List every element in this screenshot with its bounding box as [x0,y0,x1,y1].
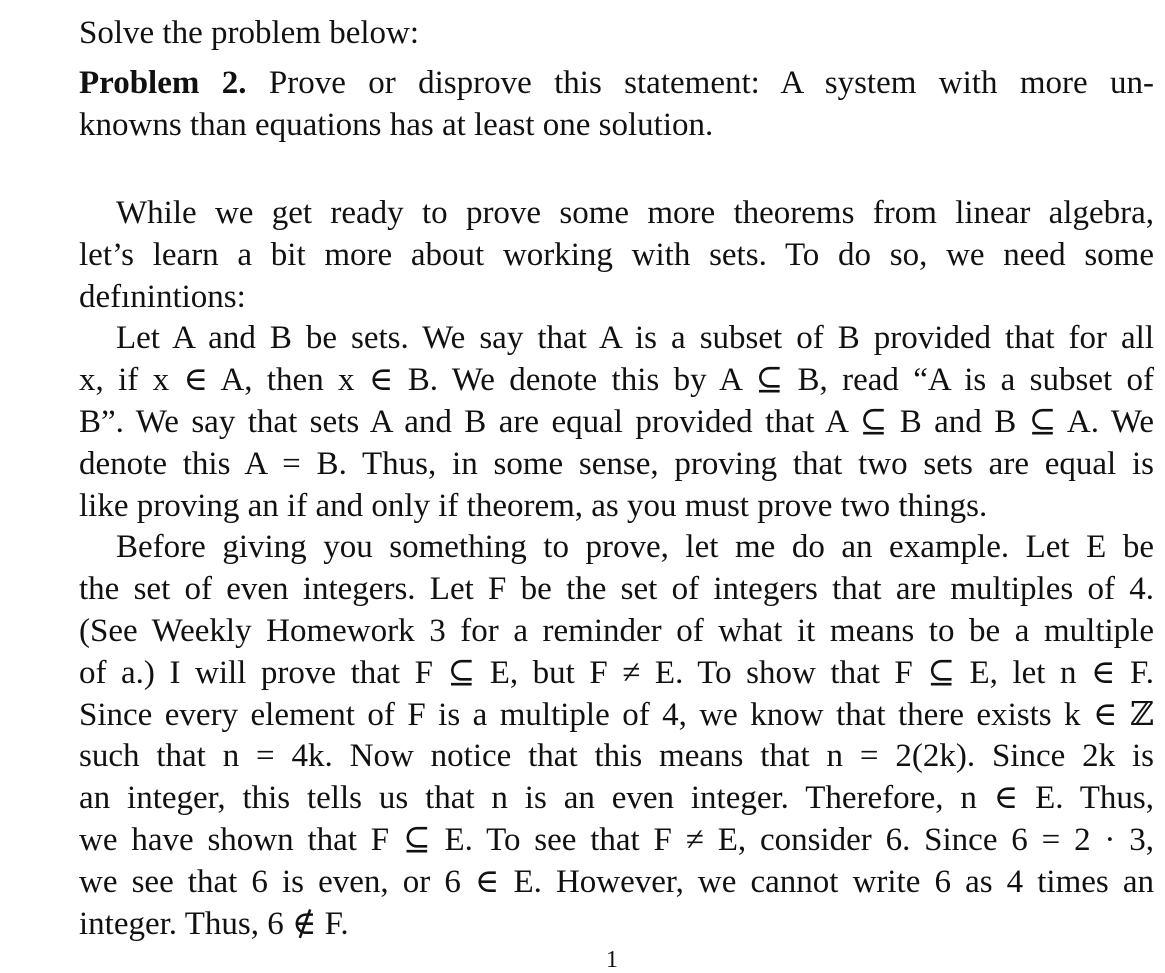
paragraph-line: B”. We say that sets A and B are equal provided that A ⊆ B and B ⊆ A. We [79,403,1154,440]
paragraph-line: Let A and B be sets. We say that A is a subset of B provided that for all [116,320,1154,357]
paragraph-line: let’s learn a bit more about working with sets. To do so, we need some [79,236,1154,273]
paragraph-line: the set of even integers. Let F be the set of integers that are multiples of 4. [79,571,1154,608]
paragraph-line: x, if x ∈ A, then x ∈ B. We denote this by A ⊆ B, read “A is a subset of [79,362,1154,399]
paragraph-line: we see that 6 is even, or 6 ∈ E. However, we cannot write 6 as 4 times an [79,863,1154,900]
problem-label: Problem 2. [79,65,247,101]
problem-statement [79,63,1154,147]
paragraph-line: we have shown that F ⊆ E. To see that F ≠ E, consider 6. Since 6 = 2 · 3, [79,821,1154,858]
body-text [79,193,1154,945]
paragraph-line: Before giving you something to prove, let me do an example. Let E be [116,529,1154,566]
paragraph-line: Since every element of F is a multiple of 4, we know that there exists k ∈ ℤ [79,696,1154,733]
problem-line-1 [79,63,1154,105]
page-number: 1 [606,947,618,973]
paragraph-line: like proving an if and only if theorem, as you must prove two things. [79,487,988,524]
paragraph-line: denote this A = B. Thus, in some sense, proving that two sets are equal is [79,445,1154,482]
paragraph-line: integer. Thus, 6 ∉ F. [79,905,349,942]
paragraph-line: While we get ready to prove some more theorems from linear algebra, [116,195,1154,231]
problem-line-2: knowns than equations has at least one solution. [79,106,714,143]
paragraph-line: (See Weekly Homework 3 for a reminder of what it means to be a multiple [79,612,1154,649]
prompt-text: Solve the problem below: [79,15,420,51]
paragraph-line: defınintions: [79,278,246,315]
paragraph-line: of a.) I will prove that F ⊆ E, but F ≠ E. To show that F ⊆ E, let n ∈ F. [79,654,1154,691]
paragraph-line: such that n = 4k. Now notice that this means that n = 2(2k). Since 2k is [79,738,1154,775]
paragraph-line: an integer, this tells us that n is an even integer. Therefore, n ∈ E. Thus, [79,780,1154,817]
problem-text-1: Prove or disprove this statement: A system with more un- [246,65,1154,101]
